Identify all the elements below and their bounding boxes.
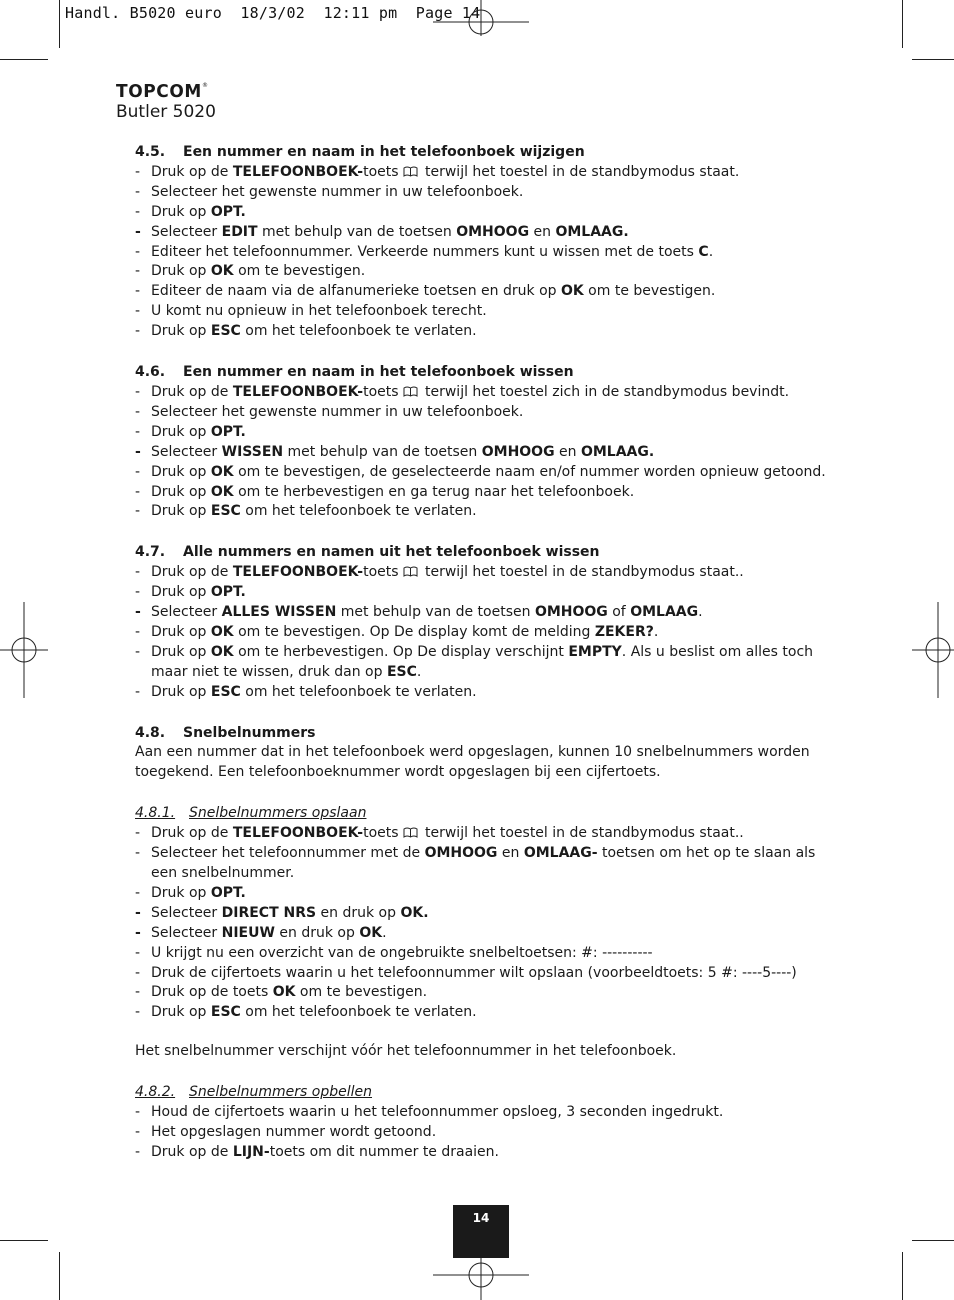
list-item: - Selecteer het telefoonnummer met de OMHOOG en OMLAAG- toetsen om het op te slaan als een snelbelnummer. [135,845,816,881]
subsection-heading: 4.8.1. Snelbelnummers opslaan [135,805,367,822]
list-item: - Selecteer DIRECT NRS en druk op OK. [135,904,429,921]
list-item: - Druk op OK om te bevestigen, de geselecteerde naam en/of nummer worden opnieuw getoond. [135,463,826,480]
list-item: - U krijgt nu een overzicht van de ongebruikte snelbeltoetsen: #: ---------- [135,944,653,961]
list-item: - Druk op ESC om het telefoonboek te verlaten. [135,323,477,340]
crop-mark-br-h [912,1240,954,1241]
list-item: - Selecteer NIEUW en druk op OK. [135,924,387,941]
section-heading: 4.5. Een nummer en naam in het telefoonboek wijzigen [135,144,585,160]
crop-mark-bl-v [59,1252,60,1300]
list-item: - Druk op ESC om het telefoonboek te verlaten. [135,503,477,520]
registration-mark-icon [0,602,48,698]
list-item: - Druk op de TELEFOONBOEK-toets terwijl het toestel in de standbymodus staat.. [135,564,744,581]
step-list [135,383,845,522]
phonebook-icon [403,166,418,177]
page-number: 14 [453,1205,509,1258]
step-list [135,163,845,342]
list-item: - Het opgeslagen nummer wordt getoond. [135,1123,437,1140]
crop-mark-tl-v [59,0,60,48]
manual-content [135,143,845,1163]
note-paragraph: Het snelbelnummer verschijnt vóór het telefoonnummer in het telefoonboek. [135,1043,677,1060]
list-item: - Druk op OK om te herbevestigen en ga terug naar het telefoonboek. [135,483,635,500]
list-item: - Houd de cijfertoets waarin u het telefoonnummer opsloeg, 3 seconden ingedrukt. [135,1104,724,1121]
step-list [135,1103,845,1163]
crop-mark-tl-h [0,59,48,60]
list-item: - Druk de cijfertoets waarin u het telefoonnummer wilt opslaan (voorbeeldtoets: 5 #: ----5----) [135,964,797,981]
topcom-logo: TOPCOM® [116,81,208,103]
list-item: - Selecteer WISSEN met behulp van de toetsen OMHOOG en OMLAAG. [135,443,655,460]
step-list [135,563,845,702]
list-item: - Druk op de toets OK om te bevestigen. [135,984,428,1001]
list-item: - Druk op OK om te bevestigen. Op De display komt de melding ZEKER?. [135,623,659,640]
section-heading: 4.7. Alle nummers en namen uit het telefoonboek wissen [135,544,600,561]
registration-mark-icon [433,0,529,36]
list-item: - Editeer de naam via de alfanumerieke toetsen en druk op OK om te bevestigen. [135,283,716,300]
section-paragraph: Aan een nummer dat in het telefoonboek werd opgeslagen, kunnen 10 snelbelnummers worden toegekend. Een telefoonboeknummer wordt opgeslagen bij een cijfertoets. [135,744,810,781]
logo-text: TOPCOM [116,81,202,103]
crop-mark-br-v [902,1252,903,1300]
crop-mark-tr-v [902,0,903,48]
section-heading: 4.6. Een nummer en naam in het telefoonboek wissen [135,364,574,381]
list-item: - Selecteer het gewenste nummer in uw telefoonboek. [135,183,524,200]
phonebook-icon [403,827,418,838]
list-item: - Selecteer EDIT met behulp van de toetsen OMHOOG en OMLAAG. [135,223,629,240]
model-name: Butler 5020 [116,102,216,122]
list-item: - Selecteer het gewenste nummer in uw telefoonboek. [135,403,524,420]
list-item: - Druk op de TELEFOONBOEK-toets terwijl het toestel in de standbymodus staat.. [135,825,744,842]
list-item: - Druk op de LIJN-toets om dit nummer te draaien. [135,1143,499,1160]
list-item: - Druk op OPT. [135,423,246,440]
registration-mark-icon [912,602,954,698]
list-item: - Druk op OPT. [135,884,246,901]
list-item: - Druk op OK om te bevestigen. [135,263,366,280]
list-item: - Druk op ESC om het telefoonboek te verlaten. [135,1004,477,1021]
crop-mark-tr-h [912,59,954,60]
list-item: - Editeer het telefoonnummer. Verkeerde nummers kunt u wissen met de toets C. [135,243,714,260]
list-item: - Druk op OPT. [135,584,246,601]
list-item: - Druk op OK om te herbevestigen. Op De display verschijnt EMPTY. Als u beslist om alles toch maar niet te wissen, druk dan op ESC. [135,643,814,680]
list-item: - Selecteer ALLES WISSEN met behulp van de toetsen OMHOOG of OMLAAG. [135,604,703,621]
phonebook-icon [403,566,418,577]
list-item: - Druk op OPT. [135,203,246,220]
list-item: - Druk op ESC om het telefoonboek te verlaten. [135,683,477,700]
list-item: - U komt nu opnieuw in het telefoonboek terecht. [135,303,487,320]
registration-mark-icon [433,1252,529,1300]
list-item: - Druk op de TELEFOONBOEK-toets terwijl het toestel zich in de standbymodus bevindt. [135,383,790,400]
list-item: - Druk op de TELEFOONBOEK-toets terwijl het toestel in de standbymodus staat. [135,163,740,180]
subsection-heading: 4.8.2. Snelbelnummers opbellen [135,1084,373,1101]
print-slug: Handl. B5020 euro 18/3/02 12:11 pm Page 14 [65,4,481,22]
section-heading: 4.8. Snelbelnummers [135,724,316,741]
phonebook-icon [403,386,418,397]
crop-mark-bl-h [0,1240,48,1241]
step-list [135,824,845,1023]
